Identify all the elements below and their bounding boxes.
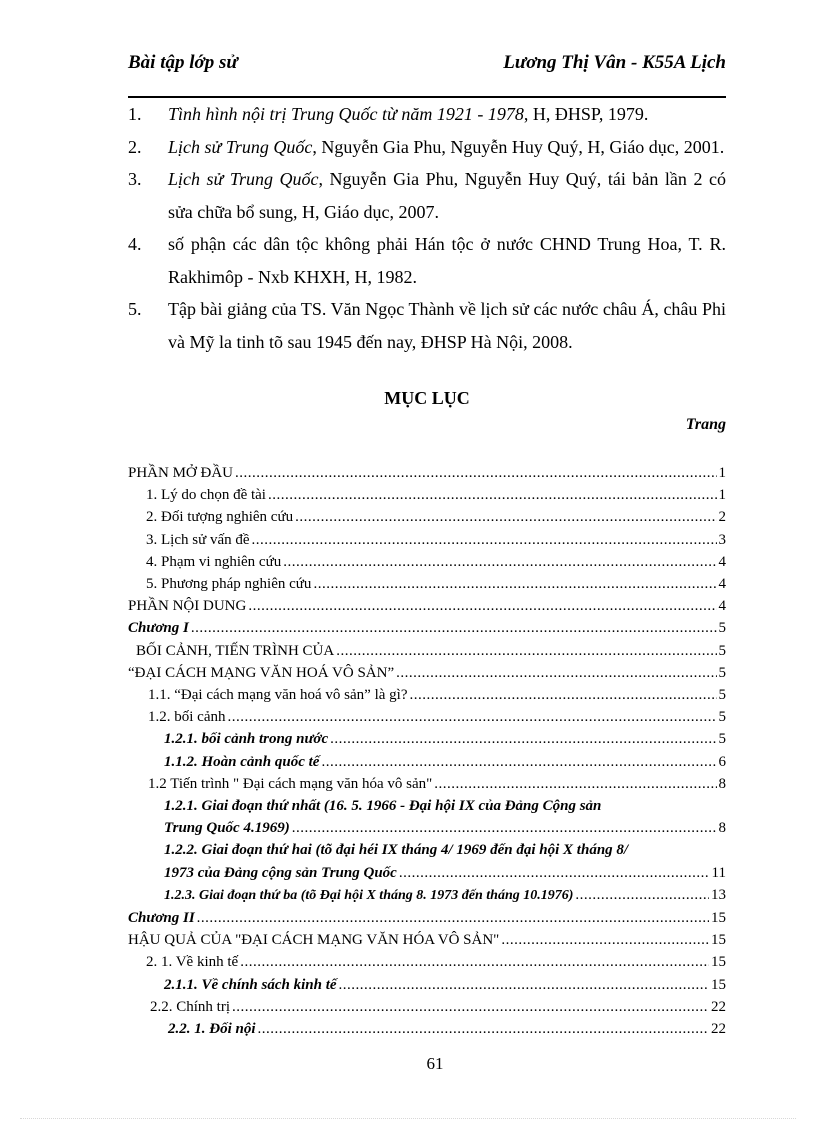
toc-entry — [128, 484, 726, 506]
toc-entry — [128, 728, 726, 750]
toc-entry-text: 2. 1. Về kinh tế — [146, 954, 239, 971]
toc-entry-page: 15 — [711, 910, 726, 927]
toc-entry-text: BỐI CẢNH, TIẾN TRÌNH CỦA — [136, 642, 335, 659]
toc-entry-text: 1.2. bối cảnh — [148, 709, 226, 726]
toc-entry-page: 8 — [718, 820, 726, 837]
page-number: 61 — [426, 1054, 444, 1073]
reference-item — [128, 163, 726, 228]
reference-list — [128, 98, 726, 358]
toc-entry-page: 5 — [718, 709, 726, 726]
toc-entry — [128, 662, 726, 684]
toc-entry-page: 3 — [718, 531, 726, 548]
toc-entry-text: 2.1.1. Về chính sách kinh tế — [164, 976, 337, 993]
reference-item — [128, 131, 726, 164]
reference-item — [128, 228, 726, 293]
toc-entry-page: 15 — [711, 976, 726, 993]
toc-entry — [128, 907, 726, 929]
toc-entry-page: 15 — [711, 954, 726, 971]
toc-entry — [128, 974, 726, 996]
toc-entry-page: 15 — [711, 932, 726, 949]
reference-number: 2. — [128, 136, 142, 157]
header-course: Bài tập lớp sử — [128, 52, 238, 73]
toc-entry-text: 4. Phạm vi nghiên cứu — [146, 553, 282, 570]
toc-entry-page: 22 — [711, 1021, 726, 1038]
reference-item — [128, 98, 726, 131]
reference-details: , Nguyễn Gia Phu, Nguyễn Huy Quý, H, Giáo dục, 2001. — [312, 136, 725, 157]
toc-entry-text: Chương I — [128, 620, 189, 637]
reference-number: 5. — [128, 299, 142, 319]
toc-entry-text: 1.1. “Đại cách mạng văn hoá vô sản” là gì? — [148, 687, 408, 704]
toc-entry — [128, 839, 726, 883]
reference-number: 4. — [128, 234, 142, 254]
toc-entry — [128, 551, 726, 573]
toc-entry-page: 8 — [718, 775, 726, 792]
toc-entry-text: 3. Lịch sử vấn đề — [146, 531, 250, 548]
toc-entry-text: 1.2.3. Giai đoạn thứ ba (tõ Đại hội X tháng 8. 1973 đến tháng 10.1976) — [164, 887, 574, 903]
reference-number: 1. — [128, 104, 142, 124]
toc-entry-page: 11 — [711, 864, 726, 881]
toc-entry-page: 4 — [718, 598, 726, 615]
toc-entry-page: 5 — [718, 731, 726, 748]
toc-entry-page: 1 — [718, 487, 726, 504]
toc-entry-text: 1.2.2. Giai đoạn thứ hai (tõ đại héi IX tháng 4/ 1969 đến đại hội X tháng 8/ — [164, 842, 629, 859]
toc-entry-text: 5. Phương pháp nghiên cứu — [146, 576, 312, 593]
header-author: Lương Thị Vân - K55A Lịch — [503, 52, 726, 73]
toc-entry-page: 1 — [718, 465, 726, 481]
toc-entry-text-cont: Trung Quốc 4.1969) — [164, 820, 290, 837]
toc-entry — [128, 884, 726, 907]
toc-entry — [128, 573, 726, 595]
toc-entry — [128, 529, 726, 551]
toc-entry-page: 6 — [718, 753, 726, 770]
toc-entry — [128, 1018, 726, 1040]
toc-entry-page: 5 — [718, 642, 726, 659]
toc-entry — [128, 462, 726, 484]
toc-entry — [128, 773, 726, 795]
toc-entry — [128, 617, 726, 639]
toc-entry — [128, 640, 726, 662]
toc-entry-page: 13 — [711, 886, 726, 903]
toc-entry-page: 22 — [711, 998, 726, 1015]
reference-title: Tình hình nội trị Trung Quốc từ năm 1921 - 1978 — [168, 104, 524, 124]
toc-entry-page: 5 — [718, 664, 726, 681]
toc-entry-text: PHẦN MỞ ĐẦU — [128, 465, 234, 481]
toc-entry-text: 1.1.2. Hoàn cảnh quốc tế — [164, 753, 320, 770]
reference-title: Lịch sử Trung Quốc — [168, 136, 313, 157]
reference-number: 3. — [128, 169, 142, 189]
reference-details: , H, ĐHSP, 1979. — [523, 104, 649, 124]
page-edge-divider — [20, 1118, 796, 1119]
table-of-contents — [128, 462, 726, 1040]
toc-entry-page: 4 — [718, 553, 726, 570]
toc-entry — [128, 751, 726, 773]
toc-entry — [128, 706, 726, 728]
toc-entry — [128, 795, 726, 839]
toc-entry-page: 5 — [718, 687, 726, 704]
toc-entry — [128, 595, 726, 617]
toc-entry — [128, 506, 726, 528]
reference-item — [128, 293, 726, 358]
toc-entry-text: 2.2. Chính trị — [150, 998, 231, 1015]
toc-entry-page: 5 — [718, 620, 726, 637]
toc-entry-text: “ĐẠI CÁCH MẠNG VĂN HOÁ VÔ SẢN” — [128, 664, 395, 681]
toc-entry — [128, 684, 726, 706]
toc-entry — [128, 951, 726, 973]
reference-details: Tập bài giảng của TS. Văn Ngọc Thành về lịch sử các nước châu Á, châu Phi và Mỹ la tinh tõ sau 1945 đến nay, ĐHSP Hà Nội, 2008. — [168, 299, 726, 352]
toc-entry — [128, 929, 726, 951]
toc-entry-page: 2 — [718, 509, 726, 526]
toc-entry-text: 2. Đối tượng nghiên cứu — [146, 509, 294, 526]
toc-title: MỤC LỤC — [384, 388, 470, 408]
toc-entry-page: 4 — [718, 576, 726, 593]
reference-details: số phận các dân tộc không phải Hán tộc ở nước CHND Trung Hoa, T. R. Rakhimôp - Nxb KHXH, H, 1982. — [168, 234, 726, 287]
toc-entry-text: Chương II — [128, 910, 195, 927]
toc-entry-text: 2.2. 1. Đối nội — [168, 1021, 256, 1038]
toc-entry-text: 1. Lý do chọn đề tài — [146, 487, 266, 504]
toc-entry — [128, 996, 726, 1018]
toc-entry-text: 1.2.1. Giai đoạn thứ nhất (16. 5. 1966 - Đại hội IX của Đảng Cộng sản — [164, 798, 602, 815]
toc-page-label: Trang — [685, 416, 726, 433]
toc-entry-text: 1.2 Tiến trình " Đại cách mạng văn hóa vô sản" — [148, 775, 433, 792]
toc-entry-text: HẬU QUẢ CỦA "ĐẠI CÁCH MẠNG VĂN HÓA VÔ SẢN" — [128, 932, 500, 949]
toc-entry-text: PHẦN NỘI DUNG — [128, 598, 247, 615]
toc-entry-text: 1.2.1. bối cảnh trong nước — [164, 731, 329, 748]
toc-entry-text-cont: 1973 của Đảng cộng sản Trung Quốc — [164, 864, 397, 881]
reference-title: Lịch sử Trung Quốc — [168, 169, 319, 189]
reference-details: , Nguyễn Gia Phu, Nguyễn Huy Quý, tái bản lần 2 có sửa chữa bổ sung, H, Giáo dục, 2007. — [168, 169, 726, 222]
